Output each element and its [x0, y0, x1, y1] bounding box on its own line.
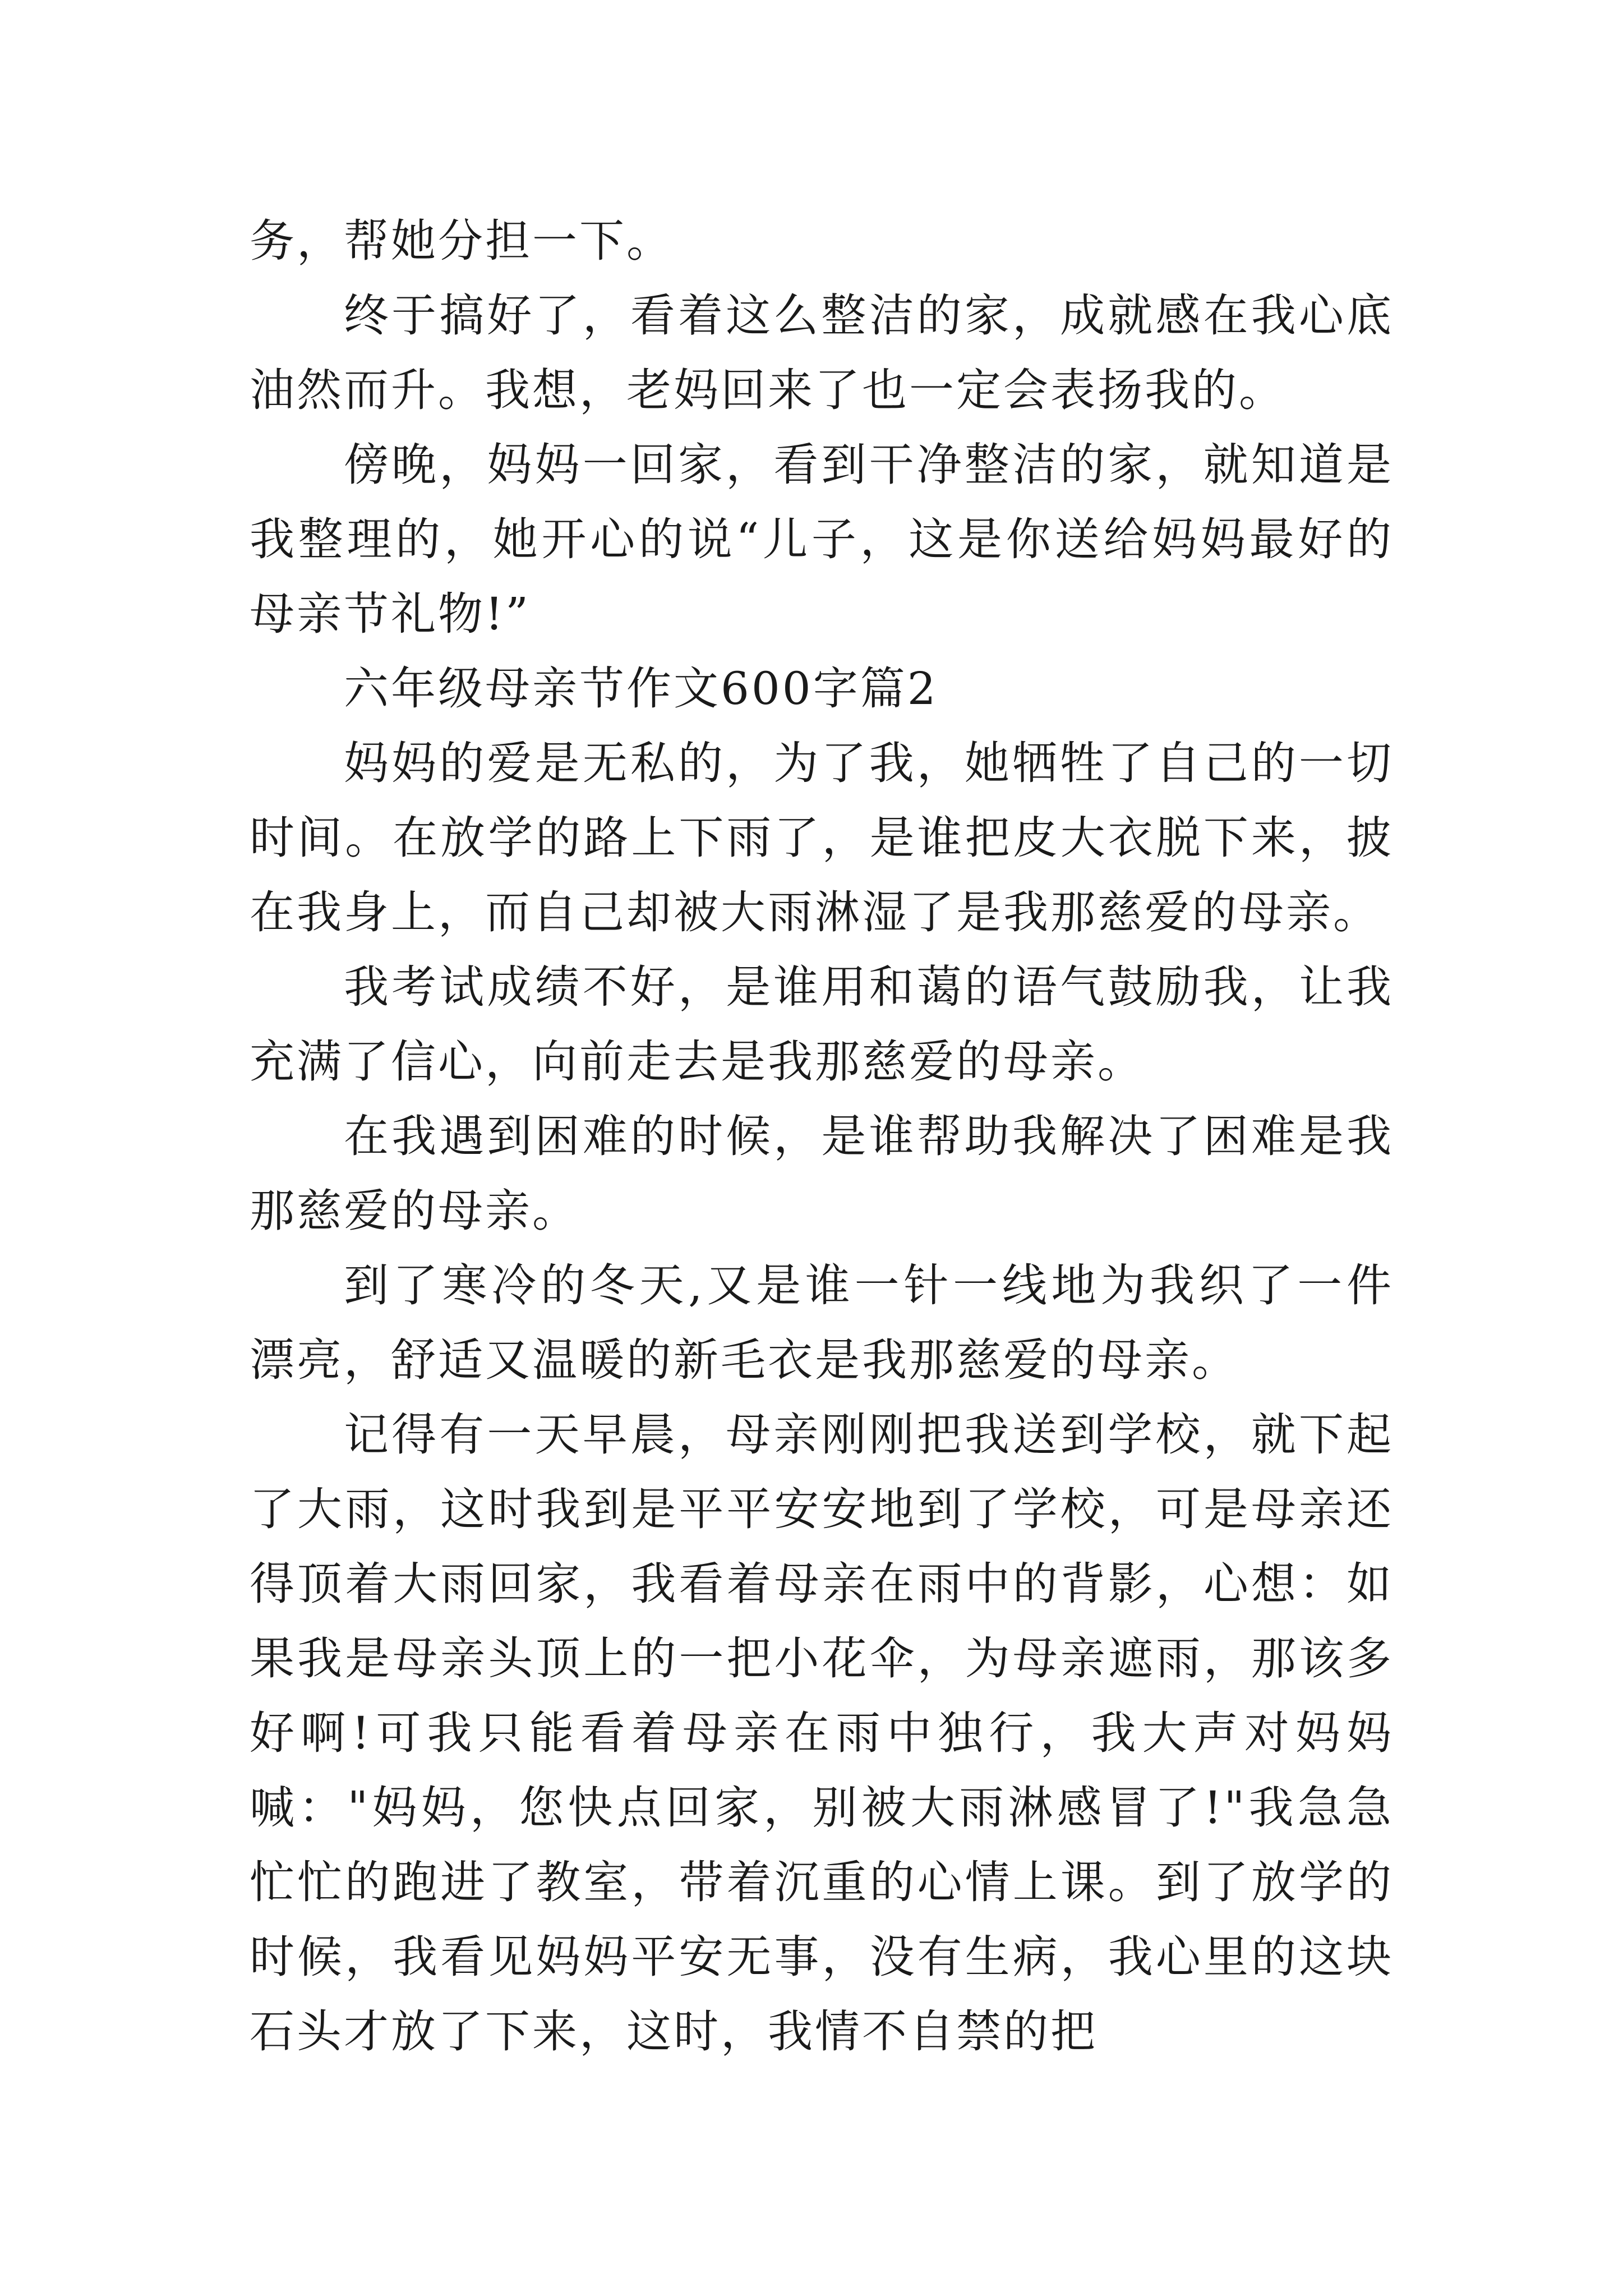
section-heading: 六年级母亲节作文600字篇2	[344, 662, 938, 715]
paragraph: 终于搞好了，看着这么整洁的家，成就感在我心底油然而升。我想，老妈回来了也一定会表扬我的。	[250, 289, 1394, 416]
paragraph: 我考试成绩不好，是谁用和蔼的语气鼓励我，让我充满了信心，向前走去是我那慈爱的母亲。	[250, 961, 1394, 1088]
paragraph: 记得有一天早晨，母亲刚刚把我送到学校，就下起了大雨，这时我到是平平安安地到了学校，可是母亲还得顶着大雨回家，我看着母亲在雨中的背影，心想：如果我是母亲头顶上的一把小花伞，为母亲遮雨，那该多好啊!可我只能看着母亲在雨中独行，我大声对妈妈喊："妈妈，您快点回家，别被大雨淋感冒了!"我急急忙忙的跑进了教室，带着沉重的心情上课。到了放学的时候，我看见妈妈平安无事，没有生病，我心里的这块石头才放了下来，这时，我情不自禁的把	[250, 1409, 1394, 2058]
paragraph-continuation: 务，帮她分担一下。	[250, 215, 674, 267]
paragraph: 妈妈的爱是无私的，为了我，她牺牲了自己的一切时间。在放学的路上下雨了，是谁把皮大衣脱下来，披在我身上，而自己却被大雨淋湿了是我那慈爱的母亲。	[250, 737, 1394, 938]
paragraph: 到了寒冷的冬天,又是谁一针一线地为我织了一件漂亮，舒适又温暖的新毛衣是我那慈爱的母亲。	[250, 1259, 1394, 1386]
paragraph: 在我遇到困难的时候，是谁帮助我解决了困难是我那慈爱的母亲。	[250, 1110, 1394, 1237]
paragraph: 傍晚，妈妈一回家，看到干净整洁的家，就知道是我整理的，她开心的说“儿子，这是你送给妈妈最好的母亲节礼物!”	[250, 439, 1394, 640]
text-column	[250, 204, 1394, 2069]
